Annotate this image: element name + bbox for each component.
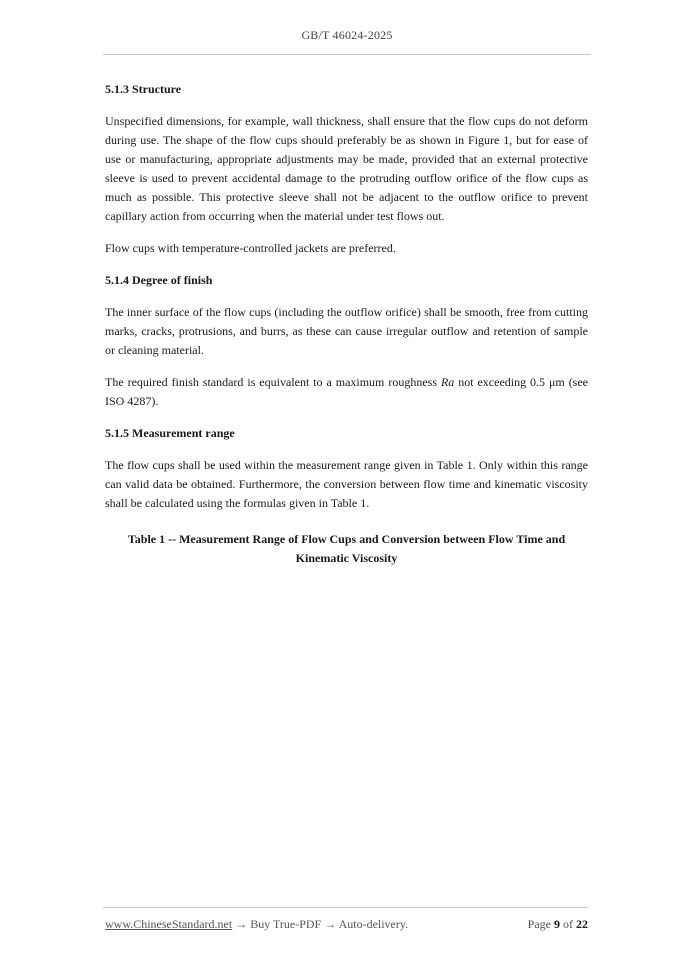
section-heading-5-1-3: 5.1.3 Structure	[105, 82, 182, 96]
page-total: 22	[576, 917, 588, 931]
roughness-text-before: The required finish standard is equivalent to a maximum roughness	[105, 375, 441, 389]
page-header: GB/T 46024-2025	[301, 28, 393, 42]
header-divider	[103, 54, 591, 55]
footer-promo	[105, 917, 408, 932]
page-of: of	[560, 917, 576, 931]
section-heading-5-1-5: 5.1.5 Measurement range	[105, 426, 235, 440]
document-body	[105, 80, 588, 568]
page-prefix: Page	[527, 917, 554, 931]
roughness-symbol: Ra	[440, 375, 455, 389]
footer-divider	[103, 907, 588, 908]
page-current: 9	[554, 917, 560, 931]
section-5-1-3-paragraph-1: Unspecified dimensions, for example, wall thickness, shall ensure that the flow cups do not deform during use. The shape of the flow cups should preferably be as shown in Figure 1, but for ease of use or manufacturing, appropriate adjustments may be made, provided that an external protective sleeve is used to prevent accidental damage to the protruding outflow orifice of the flow cups as much as possible. This protective sleeve shall not be adjacent to the outflow orifice to prevent capillary action from occurring when the material under test flows out.	[105, 114, 588, 223]
site-link[interactable]: www.ChineseStandard.net	[105, 917, 233, 931]
section-heading-5-1-4: 5.1.4 Degree of finish	[105, 273, 213, 287]
table-caption-line-2: Kinematic Viscosity	[295, 551, 398, 565]
section-5-1-4-paragraph-1: The inner surface of the flow cups (including the outflow orifice) shall be smooth, free from cutting marks, cracks, protrusions, and burrs, as these can cause irregular outflow and retention of sample or cleaning material.	[105, 305, 588, 357]
roughness-text-after: not exceeding 0.5 μm (see ISO 4287).	[105, 375, 589, 408]
section-5-1-5-paragraph-1: The flow cups shall be used within the measurement range given in Table 1. Only within this range can valid data be obtained. Furthermore, the conversion between flow time and kinematic viscosity shall be calculated using the formulas given in Table 1.	[105, 458, 588, 510]
section-5-1-4-paragraph-2	[105, 373, 588, 411]
section-5-1-3-paragraph-2: Flow cups with temperature-controlled jackets are preferred.	[105, 241, 396, 255]
footer-promo-text: → Buy True-PDF → Auto-delivery.	[232, 917, 409, 931]
table-caption-line-1: Table 1 -- Measurement Range of Flow Cups and Conversion between Flow Time and	[127, 532, 566, 546]
table-caption	[105, 530, 588, 568]
page-number	[528, 917, 588, 932]
